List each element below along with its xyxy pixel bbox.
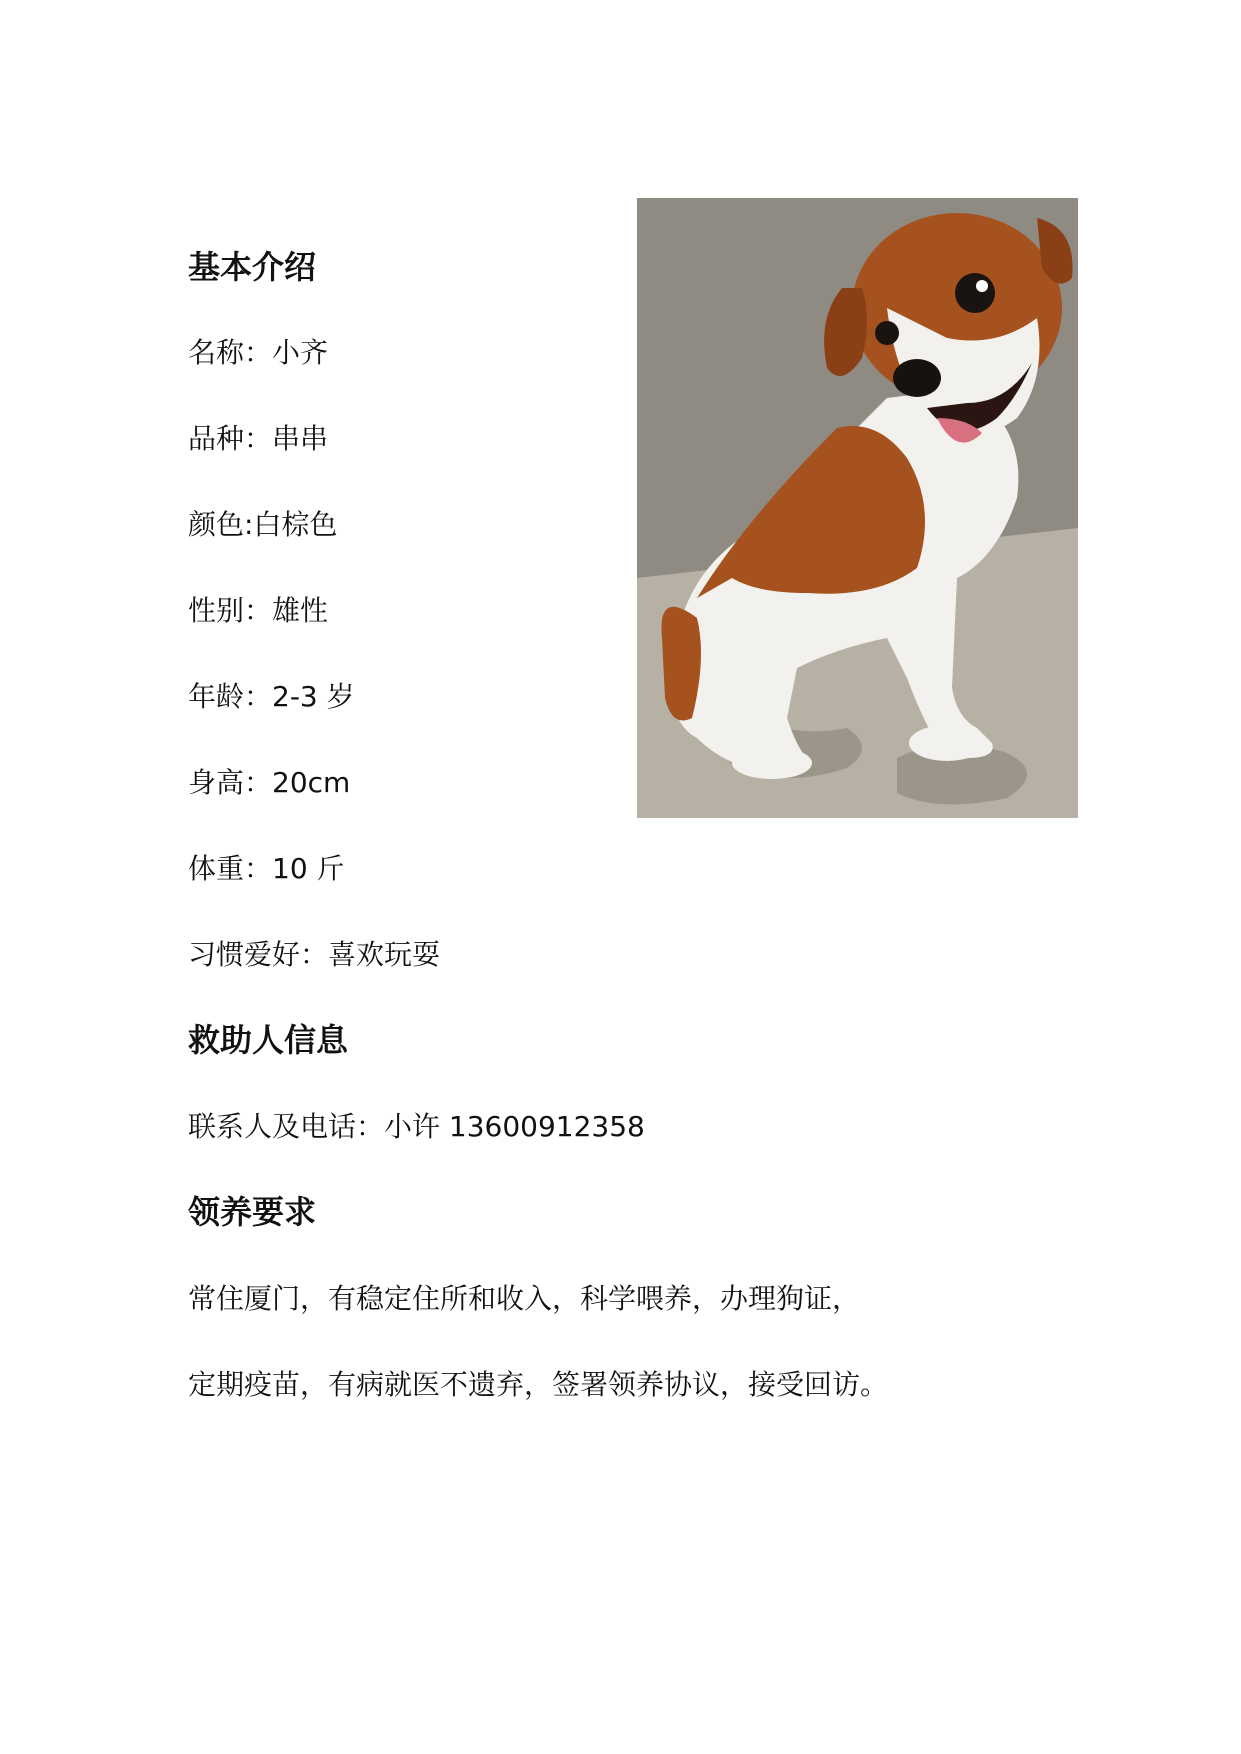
dog-eye-left	[875, 321, 899, 345]
dog-photo	[637, 198, 1078, 818]
pet-breed: 品种：串串	[188, 422, 329, 455]
rescuer-contact: 联系人及电话：小许 13600912358	[188, 1110, 645, 1143]
dog-front-paw	[909, 725, 985, 761]
pet-color: 颜色:白棕色	[188, 508, 338, 541]
pet-name: 名称：小齐	[188, 336, 329, 369]
dog-nose	[893, 359, 941, 397]
pet-sex: 性别：雄性	[188, 594, 329, 627]
dog-eye-right	[955, 273, 995, 313]
pet-age: 年龄：2-3 岁	[188, 680, 355, 713]
pet-height: 身高：20cm	[188, 766, 351, 799]
dog-brown-hip	[661, 607, 701, 721]
section-heading-rescuer: 救助人信息	[188, 1021, 349, 1059]
pet-weight: 体重：10 斤	[188, 852, 345, 885]
dog-photo-illustration	[637, 198, 1078, 818]
dog-hind-paw	[732, 747, 812, 779]
pet-hobby: 习惯爱好：喜欢玩耍	[188, 938, 441, 971]
dog-eye-highlight	[976, 280, 988, 292]
adoption-requirement-line-2: 定期疫苗，有病就医不遗弃，签署领养协议，接受回访。	[188, 1368, 889, 1401]
adoption-requirement-line-1: 常住厦门，有稳定住所和收入，科学喂养，办理狗证，	[188, 1282, 861, 1315]
section-heading-basic-info: 基本介绍	[188, 248, 317, 286]
section-heading-adoption-requirements: 领养要求	[188, 1193, 317, 1231]
